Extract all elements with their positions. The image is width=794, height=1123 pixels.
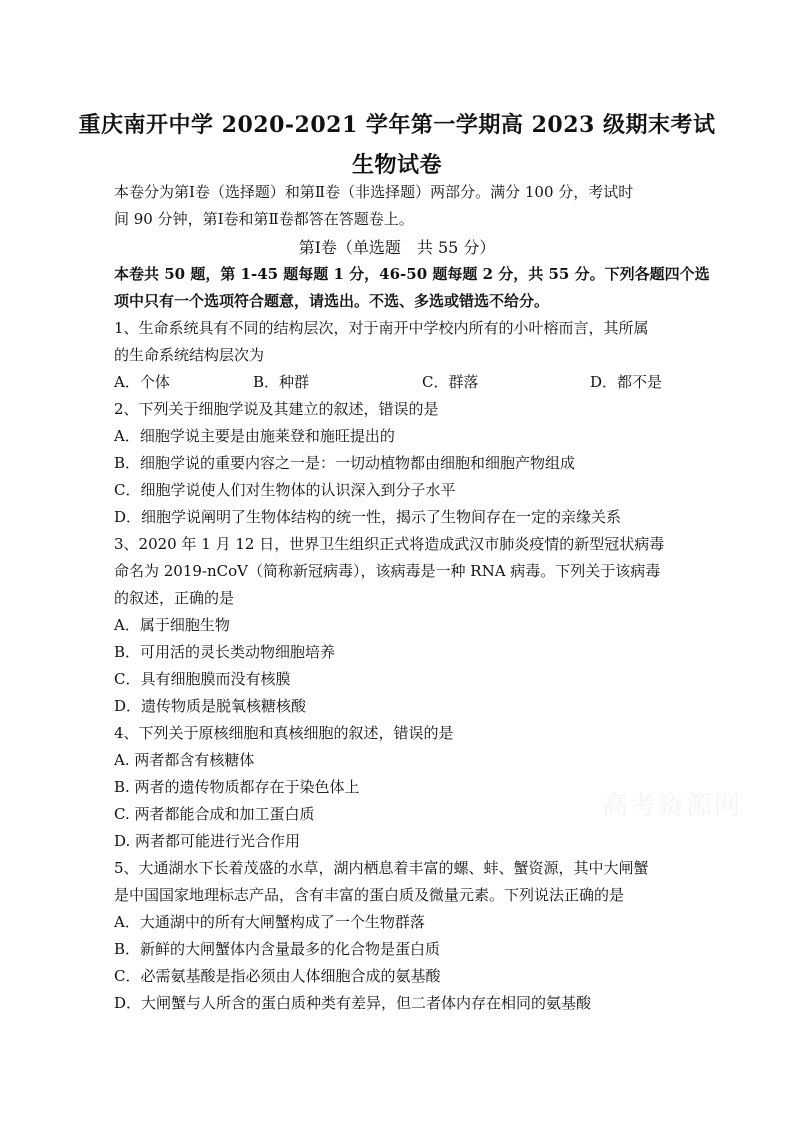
section-heading: 第Ⅰ卷（单选题 共 55 分） bbox=[298, 238, 496, 257]
question-4-option-d: D. 两者都可能进行光合作用 bbox=[114, 832, 301, 850]
question-3-option-c: C．具有细胞膜而没有核膜 bbox=[114, 670, 291, 688]
question-4-stem: 4、下列关于原核细胞和真核细胞的叙述，错误的是 bbox=[114, 724, 454, 742]
question-3-option-a: A．属于细胞生物 bbox=[114, 616, 230, 634]
question-2-option-b: B．细胞学说的重要内容之一是：一切动植物都由细胞和细胞产物组成 bbox=[114, 454, 576, 472]
question-4-option-b: B. 两者的遗传物质都存在于染色体上 bbox=[114, 778, 360, 796]
question-1-stem-2: 的生命系统结构层次为 bbox=[114, 346, 265, 364]
question-1-option-c: C．群落 bbox=[422, 373, 479, 391]
question-5-option-d: D．大闸蟹与人所含的蛋白质种类有差异，但二者体内存在相同的氨基酸 bbox=[114, 994, 592, 1012]
question-5-stem-2: 是中国国家地理标志产品，含有丰富的蛋白质及微量元素。下列说法正确的是 bbox=[114, 886, 625, 904]
instructions-line-1: 本卷共 50 题，第 1-45 题每题 1 分，46-50 题每题 2 分，共 55 分。下列各题四个选 bbox=[114, 265, 710, 283]
question-3-stem-1: 3、2020 年 1 月 12 日，世界卫生组织正式将造成武汉市肺炎疫情的新型冠状病毒 bbox=[114, 535, 665, 553]
question-2-stem: 2、下列关于细胞学说及其建立的叙述，错误的是 bbox=[114, 400, 439, 418]
question-3-option-b: B．可用活的灵长类动物细胞培养 bbox=[114, 643, 336, 661]
question-5-option-c: C．必需氨基酸是指必须由人体细胞合成的氨基酸 bbox=[114, 967, 441, 985]
question-5-option-b: B．新鲜的大闸蟹体内含量最多的化合物是蛋白质 bbox=[114, 940, 441, 958]
instructions-line-2: 项中只有一个选项符合题意，请选出。不选、多选或错选不给分。 bbox=[114, 292, 550, 310]
intro-line-2: 间 90 分钟，第Ⅰ卷和第Ⅱ卷都答在答题卷上。 bbox=[114, 210, 414, 228]
watermark: 高考资源网 bbox=[602, 791, 743, 821]
question-4-option-a: A. 两者都含有核糖体 bbox=[114, 751, 255, 769]
question-1-stem-1: 1、生命系统具有不同的结构层次，对于南开中学校内所有的小叶榕而言，其所属 bbox=[114, 319, 649, 337]
question-3-stem-2: 命名为 2019-nCoV（简称新冠病毒），该病毒是一种 RNA 病毒。下列关于该病毒 bbox=[114, 562, 661, 580]
question-1-option-a: A．个体 bbox=[114, 373, 170, 391]
question-1-option-b: B．种群 bbox=[253, 373, 310, 391]
question-3-option-d: D．遗传物质是脱氧核糖核酸 bbox=[114, 697, 307, 715]
question-2-option-d: D．细胞学说阐明了生物体结构的统一性，揭示了生物间存在一定的亲缘关系 bbox=[114, 508, 622, 526]
exam-title: 重庆南开中学 2020-2021 学年第一学期高 2023 级期末考试 bbox=[78, 112, 716, 138]
question-5-stem-1: 5、大通湖水下长着茂盛的水草，湖内栖息着丰富的螺、蚌、蟹资源，其中大闸蟹 bbox=[114, 859, 649, 877]
question-5-option-a: A．大通湖中的所有大闸蟹构成了一个生物群落 bbox=[114, 913, 425, 931]
question-2-option-a: A．细胞学说主要是由施莱登和施旺提出的 bbox=[114, 427, 395, 445]
question-3-stem-3: 的叙述，正确的是 bbox=[114, 589, 235, 607]
question-1-option-d: D．都不是 bbox=[590, 373, 663, 391]
question-2-option-c: C．细胞学说使人们对生物体的认识深入到分子水平 bbox=[114, 481, 456, 499]
intro-line-1: 本卷分为第Ⅰ卷（选择题）和第Ⅱ卷（非选择题）两部分。满分 100 分，考试时 bbox=[114, 183, 634, 201]
question-4-option-c: C. 两者都能合成和加工蛋白质 bbox=[114, 805, 315, 823]
exam-subtitle: 生物试卷 bbox=[351, 152, 442, 178]
